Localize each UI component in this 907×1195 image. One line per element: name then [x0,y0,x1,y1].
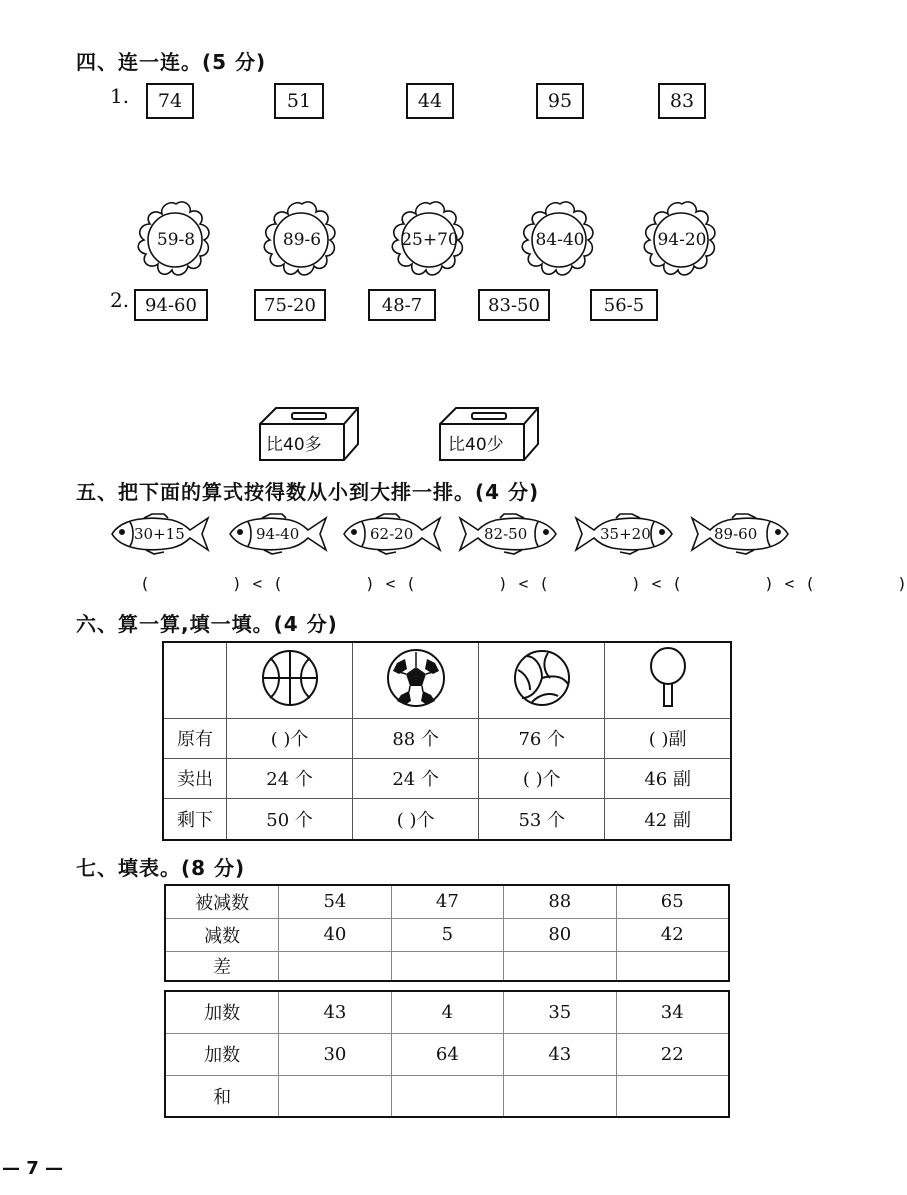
table-cell: 80 [504,918,616,951]
page-number: — 7 — [2,1158,64,1179]
answer-cell[interactable] [504,951,616,981]
table-cell[interactable]: ( )副 [605,718,731,758]
q1-label: 1. [110,84,130,108]
corner-cell [163,642,227,718]
table-cell: 4 [391,991,503,1033]
table-cell: 76 个 [479,718,605,758]
table-cell: 24 个 [353,758,479,798]
fish-card[interactable] [456,512,560,556]
flower-card[interactable] [256,200,348,280]
answer-cell[interactable] [279,1075,391,1117]
table-cell: 34 [616,991,729,1033]
table-cell: 35 [504,991,616,1033]
paddle-cell [605,642,731,718]
fish-card[interactable] [340,512,444,556]
number-box[interactable]: 51 [274,83,324,119]
row-label: 和 [165,1075,279,1117]
money-box-more[interactable] [258,404,362,464]
table-cell: 43 [279,991,391,1033]
section7-heading: 七、填表。(8 分) [76,856,246,880]
answer-cell[interactable] [391,1075,503,1117]
fish-expression: 62-20 [370,525,414,543]
soccer-ball-icon [385,647,447,709]
expression-box[interactable]: 94-60 [134,289,208,321]
answer-cell[interactable] [504,1075,616,1117]
soccer-ball-cell [353,642,479,718]
table-cell: 42 副 [605,798,731,840]
row-label: 差 [165,951,279,981]
fish-card[interactable] [688,512,792,556]
subtraction-table [164,884,730,982]
row-label: 加数 [165,1033,279,1075]
money-box-label: 比40多 [266,435,322,455]
number-box[interactable]: 83 [658,83,706,119]
fish-expression: 30+15 [134,525,185,543]
section6-heading: 六、算一算,填一填。(4 分) [76,612,338,636]
basketball-icon [260,648,320,708]
table-cell: 88 [504,885,616,918]
table-cell: 88 个 [353,718,479,758]
table-cell[interactable]: ( )个 [227,718,353,758]
q2-label: 2. [110,288,130,312]
table-cell: 24 个 [227,758,353,798]
table-cell: 64 [391,1033,503,1075]
row-label: 原有 [163,718,227,758]
flower-card[interactable] [514,200,606,280]
row-label: 被减数 [165,885,279,918]
flower-expression: 89-6 [282,230,322,250]
fish-expression: 89-60 [714,525,758,543]
addition-table [164,990,730,1118]
money-box-less[interactable] [438,404,542,464]
flower-card[interactable] [384,200,476,280]
table-cell: 43 [504,1033,616,1075]
table-cell: 47 [391,885,503,918]
basketball-cell [227,642,353,718]
flower-expression: 84-40 [535,230,585,250]
table-cell: 50 个 [227,798,353,840]
fish-card[interactable] [108,512,212,556]
number-box[interactable]: 44 [406,83,454,119]
table-cell: 22 [616,1033,729,1075]
answer-cell[interactable] [616,1075,729,1117]
table-cell[interactable]: ( )个 [479,758,605,798]
table-cell[interactable]: ( )个 [353,798,479,840]
fish-card[interactable] [572,512,676,556]
flower-card[interactable] [636,200,728,280]
ordering-blanks[interactable]: ( ) < ( ) < ( ) < ( ) < ( ) < ( ) [140,574,907,593]
row-label: 减数 [165,918,279,951]
expression-box[interactable]: 48-7 [368,289,436,321]
fish-card[interactable] [226,512,330,556]
answer-cell[interactable] [391,951,503,981]
flower-expression: 94-20 [657,230,707,250]
expression-box[interactable]: 83-50 [478,289,550,321]
expression-box[interactable]: 56-5 [590,289,658,321]
table-cell: 5 [391,918,503,951]
answer-cell[interactable] [616,951,729,981]
expression-box[interactable]: 75-20 [254,289,326,321]
row-label: 加数 [165,991,279,1033]
money-box-label: 比40少 [448,435,504,455]
flower-expression: 25+70 [401,230,459,250]
table-cell: 54 [279,885,391,918]
number-box[interactable]: 95 [536,83,584,119]
table-cell: 40 [279,918,391,951]
table-cell: 53 个 [479,798,605,840]
table-cell: 30 [279,1033,391,1075]
fish-expression: 82-50 [484,525,528,543]
volleyball-icon [512,648,572,708]
answer-cell[interactable] [279,951,391,981]
flower-card[interactable] [130,200,222,280]
section5-heading: 五、把下面的算式按得数从小到大排一排。(4 分) [76,480,540,504]
table-cell: 42 [616,918,729,951]
fish-expression: 35+20 [600,525,651,543]
section4-heading: 四、连一连。(5 分) [76,50,267,74]
fish-expression: 94-40 [256,525,300,543]
row-label: 卖出 [163,758,227,798]
flower-expression: 59-8 [156,230,196,250]
number-box[interactable]: 74 [146,83,194,119]
table-cell: 46 副 [605,758,731,798]
volleyball-cell [479,642,605,718]
sales-table [162,641,732,841]
table-cell: 65 [616,885,729,918]
ping-pong-paddle-icon [643,646,693,710]
row-label: 剩下 [163,798,227,840]
